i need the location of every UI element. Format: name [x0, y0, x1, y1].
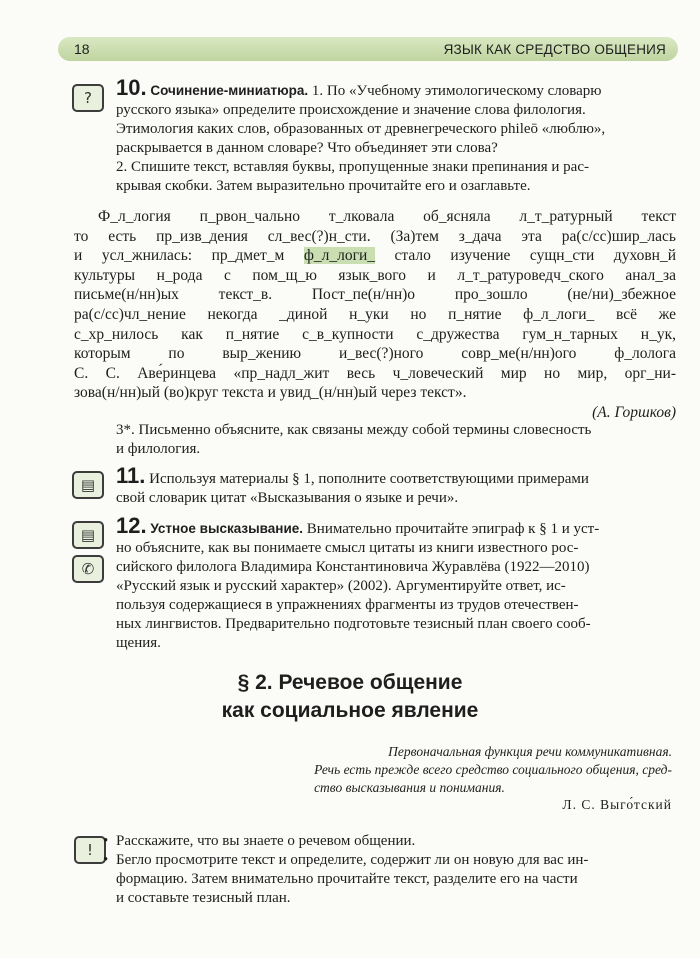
text-line: Ф_л_логия п_рвон_чально т_лковала об_ясняла л_т_ратурный текст [98, 208, 676, 225]
epigraph [314, 743, 672, 797]
section-title: § 2. Речевое общение [237, 671, 463, 694]
task-bullet-text: Расскажите, что вы знаете о речевом общении. [116, 833, 416, 849]
attention-icon: ! [74, 836, 106, 864]
exercise-10-task-1-line: Этимология каких слов, образованных от древнегреческого phileō «люблю», [116, 121, 606, 137]
exercise-10-task-2 [116, 158, 676, 196]
text-line: с_хр_нилось как п_нятие с_в_купности с_дружества гум_н_тарных н_ук, [74, 325, 676, 343]
exercise-11 [116, 463, 676, 508]
exercise-11-line: свой словарик цитат «Высказывания о языке и речи». [116, 490, 459, 506]
task-2-line: 2. Спишите текст, вставляя буквы, пропущенные знаки препинания и рас- [116, 159, 589, 175]
page-header [58, 37, 678, 61]
text-author: (А. Горшков) [592, 403, 676, 421]
task-bullet-line: Бегло просмотрите текст и определите, содержит ли он новую для вас ин- [116, 852, 589, 868]
bullet-dot: • [103, 833, 109, 849]
exercise-11-line: Используя материалы § 1, пополните соответствующими примерами [149, 471, 589, 487]
exercise-10 [116, 75, 676, 158]
exercise-10-task-1-line: русского языка» определите происхождение и значение слова филология. [116, 102, 586, 118]
task-bullet-1 [103, 832, 676, 851]
exercise-12-number: 12. [116, 513, 147, 538]
task-2-line: крывая скобки. Затем выразительно прочитайте его и озаглавьте. [116, 178, 531, 194]
exercise-12-line: Внимательно прочитайте эпиграф к § 1 и уст- [303, 521, 600, 537]
exercise-12-line: сийского филолога Владимира Константиновича Журавлёва (1922—2010) [116, 559, 590, 575]
epigraph-line: Первоначальная функция речи коммуникативная. [388, 744, 672, 759]
epigraph-line: ство высказывания и понимания. [314, 780, 505, 795]
text-line: зова(н/нн)ый (во)круг текста и увид_(н/нн)ый через текст». [74, 384, 467, 402]
epigraph-line: Речь есть прежде всего средство социального общения, сред- [314, 762, 672, 777]
phone-icon: ✆ [72, 555, 104, 583]
exercise-10-lead: Сочинение-миниатюра. [150, 83, 309, 98]
exercise-10-task-1-line: раскрывается в данном словаре? Что объединяет эти слова? [116, 140, 498, 156]
exercise-12-line: пользуя содержащиеся в упражнениях фрагменты из трудов отечествен- [116, 597, 579, 613]
text-line: то есть пр_изв_дения сл_вес(?)н_сти. (За)тем з_дача эта ра(с/сс)шир_лась [74, 227, 676, 245]
highlighted-word: ф_л_логи_ [303, 247, 376, 265]
bullet-dot: • [103, 852, 109, 868]
exercise-10-number: 10. [116, 75, 147, 100]
books-icon: ▤ [72, 521, 104, 549]
text-line: культуры н_рода с пом_щ_ю язык_вого и л_т_ратуроведч_ского анал_за [74, 266, 676, 284]
text-line: письме(н/нн)ых текст_в. Пост_пе(н/нн)о про_зошло (не/ни)_збежное [74, 286, 676, 304]
task-bullet-line: формацию. Затем внимательно прочитайте текст, разделите его на части [116, 871, 578, 887]
task-bullet-2 [103, 851, 676, 908]
question-task-icon: ? [72, 84, 104, 112]
text-line: и усл_жнилась: пр_дмет_м ф_л_логи_ стало изучение сущн_сти духовн_й [74, 247, 677, 265]
text-line: С. С. Аве́ринцева «пр_надл_жит весь ч_ловеческий мир но мир, орг_ни- [74, 364, 676, 382]
exercise-10-text [74, 207, 676, 423]
exercise-10-task-3 [116, 421, 676, 459]
text-line: ра(с/сс)чл_нение некогда _диной н_уки но п_нятие ф_л_логи_ всё же [74, 305, 676, 323]
exercise-12 [116, 513, 676, 653]
exercise-12-line: ных лингвистов. Предварительно подготовьте тезисный план своего сооб- [116, 616, 591, 632]
exercise-10-first-line [116, 75, 676, 101]
exercise-12-line: но объясните, как вы понимаете смысл цитаты из книги известного рос- [116, 540, 579, 556]
books-icon: ▤ [72, 471, 104, 499]
text-line: которым по выр_жению и_вес(?)ного совр_ме(н/нн)ого ф_лолога [74, 345, 676, 363]
page-number: 18 [74, 41, 90, 57]
chapter-title: ЯЗЫК КАК СРЕДСТВО ОБЩЕНИЯ [443, 41, 666, 57]
exercise-12-line: «Русский язык и русский характер» (2002). Аргументируйте ответ, ис- [116, 578, 566, 594]
epigraph-author: Л. С. Выго́тский [562, 797, 672, 812]
exercise-11-number: 11. [116, 463, 146, 488]
exercise-10-task-1-line: 1. По «Учебному этимологическому словарю [311, 83, 602, 99]
exercise-12-lead: Устное высказывание. [150, 521, 304, 536]
exercise-12-line: щения. [116, 635, 161, 651]
task-bullet-line: и составьте тезисный план. [116, 890, 291, 906]
task-3-line: и филология. [116, 441, 201, 457]
task-3-line: 3*. Письменно объясните, как связаны между собой термины словесность [116, 422, 592, 438]
section-subtitle: как социальное явление [221, 699, 479, 722]
